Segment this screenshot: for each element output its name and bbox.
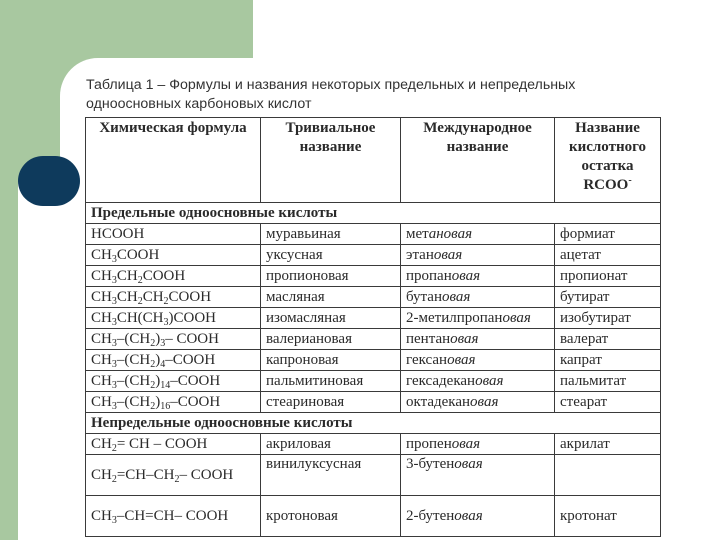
section-title-unsaturated: Непредельные одноосновные кислоты [86, 413, 661, 434]
formula-text: COOH [116, 246, 160, 263]
formula-cell [86, 455, 261, 496]
name-stem: этан [406, 246, 434, 263]
formula-text: –(CH [116, 393, 151, 410]
formula-subscript: 3 [111, 337, 117, 349]
formula-subscript: 3 [163, 316, 169, 328]
name-stem: пентан [406, 330, 451, 347]
formula-subscript: 3 [111, 274, 117, 286]
formula-cell [86, 224, 261, 245]
table-row [86, 308, 661, 329]
formula-text: –CH=CH– COOH [116, 507, 229, 524]
residue-name-cell: изобутират [555, 308, 661, 329]
header-residue-formula: RCOO [583, 177, 629, 193]
formula-subscript: 2 [150, 337, 156, 349]
formula-subscript: 3 [111, 400, 117, 412]
trivial-name-cell: кротоновая [261, 496, 401, 537]
formula-text: CH [91, 246, 112, 263]
trivial-name-cell: капроновая [261, 350, 401, 371]
formula-subscript: 2 [150, 400, 156, 412]
residue-name-cell: кротонат [555, 496, 661, 537]
name-stem: гексадекан [406, 372, 476, 389]
table-row [86, 329, 661, 350]
formula-text: HCOOH [91, 225, 145, 242]
header-international: Международное название [401, 118, 555, 203]
name-ending: овая [475, 372, 504, 389]
trivial-name-cell: винилуксусная [261, 455, 401, 496]
name-stem: пропен [406, 435, 452, 452]
name-stem: мет [406, 225, 429, 242]
formula-subscript: 16 [160, 400, 171, 412]
section-row-unsaturated [86, 413, 661, 434]
residue-name-cell: ацетат [555, 245, 661, 266]
table-row [86, 496, 661, 537]
international-name-cell [401, 496, 555, 537]
header-row [86, 118, 661, 203]
residue-name-cell: акрилат [555, 434, 661, 455]
formula-text: =CH–CH [116, 466, 175, 483]
table-row [86, 392, 661, 413]
formula-text: CH [91, 309, 112, 326]
name-ending: овая [454, 507, 483, 524]
section-row-saturated [86, 203, 661, 224]
residue-name-cell: пальмитат [555, 371, 661, 392]
section-title-saturated: Предельные одноосновные кислоты [86, 203, 661, 224]
international-name-cell [401, 350, 555, 371]
formula-text: ) [155, 351, 161, 368]
formula-text: CH [91, 267, 112, 284]
formula-cell [86, 496, 261, 537]
formula-subscript: 3 [160, 337, 166, 349]
name-stem: 2-метилпропан [406, 309, 503, 326]
formula-cell [86, 308, 261, 329]
formula-subscript: 3 [111, 295, 117, 307]
formula-subscript: 2 [150, 379, 156, 391]
formula-cell [86, 434, 261, 455]
formula-text: –COOH [170, 372, 221, 389]
table-caption: Таблица 1 – Формулы и названия некоторых предельных и непредельных одноосновных карбоновых кислот [86, 77, 576, 112]
formula-cell [86, 329, 261, 350]
formula-text: CH [91, 351, 112, 368]
table-row [86, 371, 661, 392]
name-stem: октадекан [406, 393, 471, 410]
header-residue-label: Название кислотного остатка [568, 120, 647, 174]
header-residue-charge: - [628, 175, 632, 186]
formula-subscript: 3 [111, 514, 117, 526]
formula-text: CH [91, 372, 112, 389]
trivial-name-cell: уксусная [261, 245, 401, 266]
international-name-cell [401, 287, 555, 308]
formula-subscript: 14 [160, 379, 171, 391]
table-row [86, 245, 661, 266]
name-ending: овая [470, 393, 499, 410]
table-row [86, 224, 661, 245]
formula-cell [86, 287, 261, 308]
name-stem: 2-бутен [406, 507, 455, 524]
decorative-navy-pill [18, 156, 80, 206]
formula-text: ) [155, 372, 161, 389]
table-row [86, 287, 661, 308]
residue-name-cell [555, 455, 661, 496]
residue-name-cell: капрат [555, 350, 661, 371]
header-trivial: Тривиальное название [261, 118, 401, 203]
header-residue [555, 118, 661, 203]
international-name-cell [401, 266, 555, 287]
residue-name-cell: стеарат [555, 392, 661, 413]
formula-text: CH [91, 330, 112, 347]
header-formula: Химическая формула [86, 118, 261, 203]
formula-text: )COOH [168, 309, 217, 326]
background-white-strip [18, 182, 60, 540]
formula-text: –COOH [165, 351, 216, 368]
table-row [86, 455, 661, 496]
trivial-name-cell: валериановая [261, 329, 401, 350]
formula-text: ) [155, 393, 161, 410]
formula-subscript: 2 [163, 295, 169, 307]
name-stem: пропан [406, 267, 452, 284]
name-ending: овая [451, 435, 481, 452]
formula-text: CH [91, 466, 112, 483]
formula-cell [86, 245, 261, 266]
formula-subscript: 3 [111, 253, 117, 265]
trivial-name-cell: изомасляная [261, 308, 401, 329]
formula-text: CH [116, 267, 138, 284]
formula-subscript: 2 [111, 442, 117, 454]
name-stem: 3-бутен [406, 456, 455, 472]
table-row [86, 434, 661, 455]
trivial-name-cell: акриловая [261, 434, 401, 455]
international-name-cell [401, 392, 555, 413]
residue-name-cell: бутират [555, 287, 661, 308]
acids-table [85, 117, 661, 537]
formula-text: –(CH [116, 372, 151, 389]
international-name-cell [401, 329, 555, 350]
table-row [86, 350, 661, 371]
name-ending: овая [447, 351, 476, 368]
formula-cell [86, 371, 261, 392]
name-ending: овая [450, 330, 479, 347]
name-stem: гексан [406, 351, 448, 368]
international-name-cell [401, 245, 555, 266]
formula-text: CH(CH [116, 309, 164, 326]
trivial-name-cell: стеариновая [261, 392, 401, 413]
trivial-name-cell: пропионовая [261, 266, 401, 287]
name-ending: овая [441, 288, 471, 305]
international-name-cell [401, 455, 555, 496]
name-ending: овая [433, 246, 463, 263]
formula-subscript: 2 [111, 473, 117, 485]
formula-text: COOH [168, 288, 212, 305]
formula-text: CH [91, 435, 112, 452]
formula-text: CH [91, 393, 112, 410]
formula-text: – COOH [179, 466, 234, 483]
formula-cell [86, 266, 261, 287]
trivial-name-cell: пальмитиновая [261, 371, 401, 392]
formula-subscript: 2 [137, 274, 143, 286]
formula-text: CH [116, 288, 138, 305]
formula-subscript: 3 [111, 358, 117, 370]
formula-subscript: 4 [160, 358, 166, 370]
international-name-cell [401, 308, 555, 329]
name-ending: ановая [428, 225, 473, 242]
international-name-cell [401, 224, 555, 245]
formula-cell [86, 392, 261, 413]
residue-name-cell: валерат [555, 329, 661, 350]
trivial-name-cell: масляная [261, 287, 401, 308]
name-stem: бутан [406, 288, 442, 305]
formula-cell [86, 350, 261, 371]
formula-subscript: 2 [150, 358, 156, 370]
formula-text: –(CH [116, 330, 151, 347]
international-name-cell [401, 371, 555, 392]
formula-text: –(CH [116, 351, 151, 368]
formula-subscript: 3 [111, 316, 117, 328]
formula-subscript: 3 [111, 379, 117, 391]
formula-text: CH [91, 288, 112, 305]
residue-name-cell: пропионат [555, 266, 661, 287]
formula-subscript: 2 [174, 473, 180, 485]
name-ending: овая [451, 267, 481, 284]
formula-text: –COOH [170, 393, 221, 410]
formula-text: CH [91, 507, 112, 524]
name-ending: овая [454, 456, 483, 472]
table-row [86, 266, 661, 287]
formula-text: ) [155, 330, 161, 347]
international-name-cell [401, 434, 555, 455]
formula-text: – COOH [165, 330, 219, 347]
name-ending: овая [502, 309, 531, 326]
formula-subscript: 2 [137, 295, 143, 307]
residue-name-cell: формиат [555, 224, 661, 245]
formula-text: COOH [142, 267, 186, 284]
formula-text: = CH – COOH [116, 435, 208, 452]
trivial-name-cell: муравьиная [261, 224, 401, 245]
formula-text: CH [142, 288, 164, 305]
